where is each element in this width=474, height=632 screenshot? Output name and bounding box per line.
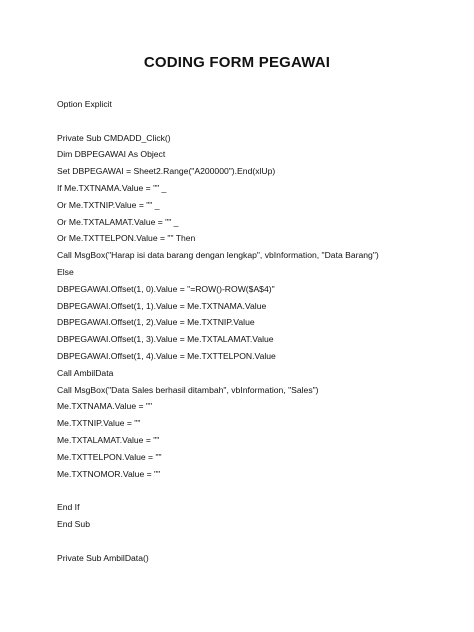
- code-line: Or Me.TXTTELPON.Value = "" Then: [57, 233, 196, 244]
- document-title: CODING FORM PEGAWAI: [143, 54, 331, 71]
- code-line: Call AmbilData: [57, 367, 114, 378]
- code-line: DBPEGAWAI.Offset(1, 0).Value = "=ROW()-ROW($A$4)": [57, 283, 275, 294]
- code-line: Or Me.TXTNIP.Value = "" _: [57, 199, 160, 210]
- code-line: DBPEGAWAI.Offset(1, 4).Value = Me.TXTTELPON.Value: [57, 350, 276, 361]
- code-line: DBPEGAWAI.Offset(1, 1).Value = Me.TXTNAMA.Value: [57, 300, 267, 311]
- code-line: Set DBPEGAWAI = Sheet2.Range("A200000").End(xlUp): [57, 166, 276, 177]
- code-line: Me.TXTALAMAT.Value = "": [57, 434, 160, 445]
- code-line: End If: [57, 502, 80, 513]
- code-line: Me.TXTNAMA.Value = "": [57, 401, 153, 412]
- code-line: Else: [57, 266, 74, 277]
- code-line: Or Me.TXTALAMAT.Value = "" _: [57, 216, 179, 227]
- code-line: [57, 113, 457, 130]
- code-line: DBPEGAWAI.Offset(1, 3).Value = Me.TXTALAMAT.Value: [57, 334, 274, 345]
- code-line: [57, 533, 457, 550]
- code-line: End Sub: [57, 518, 90, 529]
- code-line: Me.TXTTELPON.Value = "": [57, 451, 162, 462]
- code-line: [57, 482, 457, 499]
- code-line: Dim DBPEGAWAI As Object: [57, 149, 166, 160]
- code-line: Private Sub CMDADD_Click(): [57, 132, 171, 143]
- code-line: Call MsgBox("Harap isi data barang dengan lengkap", vbInformation, "Data Barang"): [57, 250, 379, 261]
- code-line: Private Sub AmbilData(): [57, 552, 149, 563]
- code-line: Call MsgBox("Data Sales berhasil ditambah", vbInformation, "Sales"): [57, 384, 319, 395]
- code-line: DBPEGAWAI.Offset(1, 2).Value = Me.TXTNIP.Value: [57, 317, 255, 328]
- code-line: If Me.TXTNAMA.Value = "" _: [57, 182, 167, 193]
- code-line: Me.TXTNOMOR.Value = "": [57, 468, 161, 479]
- code-line: Me.TXTNIP.Value = "": [57, 418, 141, 429]
- code-line: Option Explicit: [57, 99, 112, 109]
- code-listing: [57, 96, 457, 566]
